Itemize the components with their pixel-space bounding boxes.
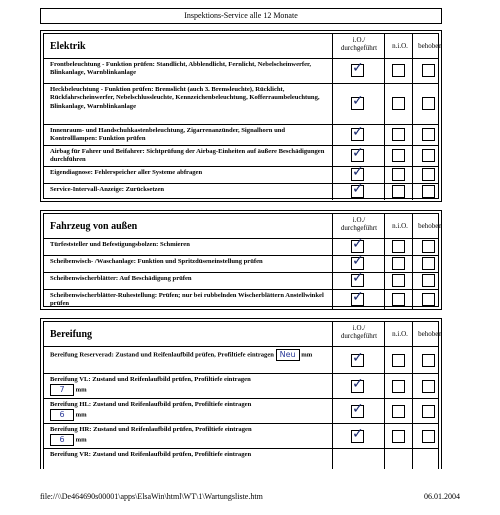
behoben-checkbox[interactable]: [422, 64, 435, 77]
footer-file-path: file://\\De464690s00001\apps\ElsaWin\html\WT\1\Wartungsliste.htm: [40, 492, 263, 501]
section-title: Bereifung: [50, 329, 93, 340]
profile-depth-field[interactable]: 6: [50, 409, 74, 421]
nio-checkbox[interactable]: [392, 97, 405, 110]
profile-depth-field[interactable]: Neu: [276, 349, 300, 361]
profile-depth-field[interactable]: 6: [50, 434, 74, 446]
nio-checkbox[interactable]: [392, 380, 405, 393]
nio-checkbox[interactable]: [392, 430, 405, 443]
behoben-checkbox[interactable]: [422, 240, 435, 253]
list-item: Bereifung VL: Zustand und Reifenlaufbild prüfen, Profiltiefe eintragen 7 mm ✓: [44, 374, 438, 399]
nio-checkbox[interactable]: [392, 257, 405, 270]
nio-checkbox[interactable]: [392, 354, 405, 367]
behoben-checkbox[interactable]: [422, 185, 435, 198]
behoben-checkbox[interactable]: [422, 430, 435, 443]
behoben-checkbox[interactable]: [422, 293, 435, 306]
section-header: [44, 322, 442, 347]
checkmark-icon: ✓: [352, 164, 364, 180]
col-nio-header: n.i.O.: [392, 222, 408, 230]
checkmark-icon: ✓: [352, 236, 364, 252]
list-item: Bereifung VR: Zustand und Reifenlaufbild prüfen, Profiltiefe eintragen: [44, 449, 438, 469]
section-title: Elektrik: [50, 41, 86, 52]
section-header: [44, 214, 442, 239]
section-title: Fahrzeug von außen: [50, 221, 138, 232]
checkmark-icon: ✓: [352, 124, 364, 140]
list-item: Bereifung HL: Zustand und Reifenlaufbild prüfen, Profiltiefe eintragen 6 mm ✓: [44, 399, 438, 424]
col-behoben-header: behoben: [418, 42, 442, 50]
section-fahrzeug-aussen: [40, 210, 442, 310]
col-behoben-header: behoben: [418, 330, 442, 338]
behoben-checkbox[interactable]: [422, 274, 435, 287]
behoben-checkbox[interactable]: [422, 168, 435, 181]
behoben-checkbox[interactable]: [422, 380, 435, 393]
col-nio-header: n.i.O.: [392, 42, 408, 50]
nio-checkbox[interactable]: [392, 405, 405, 418]
col-io-header: i.O./ durchgeführt: [340, 324, 378, 340]
checkmark-icon: ✓: [352, 60, 364, 76]
nio-checkbox[interactable]: [392, 64, 405, 77]
list-item: Airbag für Fahrer und Beifahrer: Sichtprüfung der Airbag-Einheiten auf äußere Beschädigungen durchführen ✓: [44, 146, 438, 167]
list-item: Scheibenwischerblätter-Ruhestellung: Prüfen; nur bei rubbelnden Wischerblättern Anstellwinkel prüfen ✓: [44, 290, 438, 309]
form-title: Inspektions-Service alle 12 Monate: [40, 8, 442, 24]
col-behoben-header: behoben: [418, 222, 442, 230]
list-item: Scheibenwisch- /Waschanlage: Funktion und Spritzdüseneinstellung prüfen ✓: [44, 256, 438, 273]
col-io-header: i.O./ durchgeführt: [340, 36, 378, 52]
behoben-checkbox[interactable]: [422, 354, 435, 367]
col-nio-header: n.i.O.: [392, 330, 408, 338]
behoben-checkbox[interactable]: [422, 257, 435, 270]
behoben-checkbox[interactable]: [422, 149, 435, 162]
list-item: Bereifung Reserverad: Zustand und Reifenlaufbild prüfen, Profiltiefe eintragen Neu mm ✓: [44, 347, 438, 374]
nio-checkbox[interactable]: [392, 168, 405, 181]
nio-checkbox[interactable]: [392, 293, 405, 306]
list-item: Türfeststeller und Befestigungsbolzen: Schmieren ✓: [44, 239, 438, 256]
section-bereifung: [40, 318, 442, 469]
nio-checkbox[interactable]: [392, 128, 405, 141]
footer-date: 06.01.2004: [424, 492, 460, 501]
list-item: Frontbeleuchtung - Funktion prüfen: Standlicht, Abblendlicht, Fernlicht, Nebelscheinwerfer, Blinkanlage, Warnblinkanlage ✓: [44, 59, 438, 84]
checkmark-icon: ✓: [352, 145, 364, 161]
list-item: Scheibenwischerblätter: Auf Beschädigung prüfen ✓: [44, 273, 438, 290]
nio-checkbox[interactable]: [392, 240, 405, 253]
nio-checkbox[interactable]: [392, 274, 405, 287]
checkmark-icon: ✓: [352, 426, 364, 442]
list-item: Service-Intervall-Anzeige: Zurücksetzen ✓: [44, 184, 438, 200]
behoben-checkbox[interactable]: [422, 128, 435, 141]
behoben-checkbox[interactable]: [422, 97, 435, 110]
checkmark-icon: ✓: [352, 401, 364, 417]
section-header: [44, 34, 442, 59]
checkmark-icon: ✓: [352, 289, 364, 305]
col-io-header: i.O./ durchgeführt: [340, 216, 378, 232]
list-item: Bereifung HR: Zustand und Reifenlaufbild prüfen, Profiltiefe eintragen 6 mm ✓: [44, 424, 438, 449]
list-item: Eigendiagnose: Fehlerspeicher aller Systeme abfragen ✓: [44, 167, 438, 184]
list-item: Innenraum- und Handschuhkastenbeleuchtung, Zigarrenanzünder, Signalhorn und Kontrolllampen: Funktion prüfen ✓: [44, 125, 438, 146]
list-item: Heckbeleuchtung - Funktion prüfen: Bremslicht (auch 3. Bremsleuchte), Rücklicht, Rückfahrscheinwerfer, Nebelschlussleuchte, Kennzeichenbeleuchtung, Kofferraumbeleuchtung, Blinkanlage, Warnblinkanlage ✓: [44, 84, 438, 125]
nio-checkbox[interactable]: [392, 185, 405, 198]
checkmark-icon: ✓: [352, 270, 364, 286]
profile-depth-field[interactable]: 7: [50, 384, 74, 396]
checkmark-icon: ✓: [352, 253, 364, 269]
nio-checkbox[interactable]: [392, 149, 405, 162]
section-elektrik: [40, 30, 442, 202]
checkmark-icon: ✓: [352, 181, 364, 197]
checkmark-icon: ✓: [352, 376, 364, 392]
checkmark-icon: ✓: [352, 93, 364, 109]
checkmark-icon: ✓: [352, 350, 364, 366]
behoben-checkbox[interactable]: [422, 405, 435, 418]
